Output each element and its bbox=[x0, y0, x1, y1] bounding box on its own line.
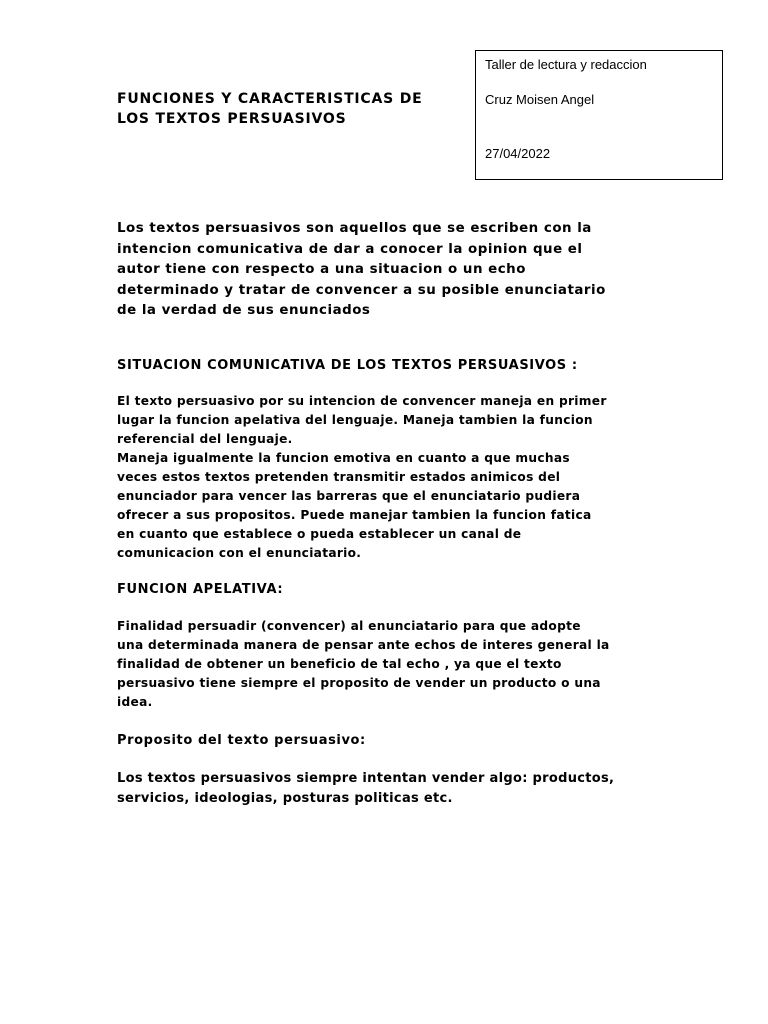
paragraph-line: referencial del lenguaje. bbox=[117, 432, 293, 446]
paragraph-line: persuasivo tiene siempre el proposito de vender un producto o una bbox=[117, 676, 601, 690]
title-line: FUNCIONES Y CARACTERISTICAS DE bbox=[117, 91, 423, 107]
paragraph-line: comunicacion con el enunciatario. bbox=[117, 546, 362, 560]
course-name: Taller de lectura y redaccion bbox=[485, 57, 647, 72]
paragraph-line: Los textos persuasivos siempre intentan vender algo: productos, bbox=[117, 771, 615, 786]
section-paragraph-situacion bbox=[117, 392, 607, 563]
section-paragraph-apelativa bbox=[117, 617, 610, 712]
paragraph-line: Maneja igualmente la funcion emotiva en cuanto a que muchas bbox=[117, 451, 570, 465]
paragraph-line: idea. bbox=[117, 695, 153, 709]
author-name: Cruz Moisen Angel bbox=[485, 92, 595, 107]
title-line: LOS TEXTOS PERSUASIVOS bbox=[117, 111, 347, 127]
intro-line: determinado y tratar de convencer a su posible enunciatario bbox=[117, 282, 606, 298]
page-title bbox=[117, 89, 422, 129]
paragraph-line: servicios, ideologias, posturas politicas etc. bbox=[117, 791, 453, 806]
paragraph-line: ofrecer a sus propositos. Puede manejar tambien la funcion fatica bbox=[117, 508, 592, 522]
paragraph-line: Finalidad persuadir (convencer) al enunciatario para que adopte bbox=[117, 619, 581, 633]
paragraph-line: veces estos textos pretenden transmitir estados animicos del bbox=[117, 470, 561, 484]
paragraph-line: lugar la funcion apelativa del lenguaje. Maneja tambien la funcion bbox=[117, 413, 593, 427]
paragraph-line: en cuanto que establece o pueda establecer un canal de bbox=[117, 527, 522, 541]
section-paragraph-proposito bbox=[117, 769, 614, 809]
section-heading-situacion: SITUACION COMUNICATIVA DE LOS TEXTOS PERSUASIVOS : bbox=[117, 358, 578, 373]
intro-line: de la verdad de sus enunciados bbox=[117, 303, 371, 318]
intro-line: Los textos persuasivos son aquellos que se escriben con la bbox=[117, 221, 592, 236]
intro-line: autor tiene con respecto a una situacion o un echo bbox=[117, 262, 526, 277]
paragraph-line: una determinada manera de pensar ante echos de interes general la bbox=[117, 638, 610, 652]
intro-paragraph bbox=[117, 219, 606, 322]
paragraph-line: finalidad de obtener un beneficio de tal echo , ya que el texto bbox=[117, 657, 562, 671]
info-box bbox=[475, 50, 723, 180]
section-heading-apelativa: FUNCION APELATIVA: bbox=[117, 582, 284, 597]
intro-line: intencion comunicativa de dar a conocer la opinion que el bbox=[117, 241, 583, 257]
section-heading-proposito: Proposito del texto persuasivo: bbox=[117, 733, 366, 748]
document-date: 27/04/2022 bbox=[485, 146, 551, 161]
paragraph-line: El texto persuasivo por su intencion de convencer maneja en primer bbox=[117, 394, 607, 408]
paragraph-line: enunciador para vencer las barreras que el enunciatario pudiera bbox=[117, 489, 581, 503]
